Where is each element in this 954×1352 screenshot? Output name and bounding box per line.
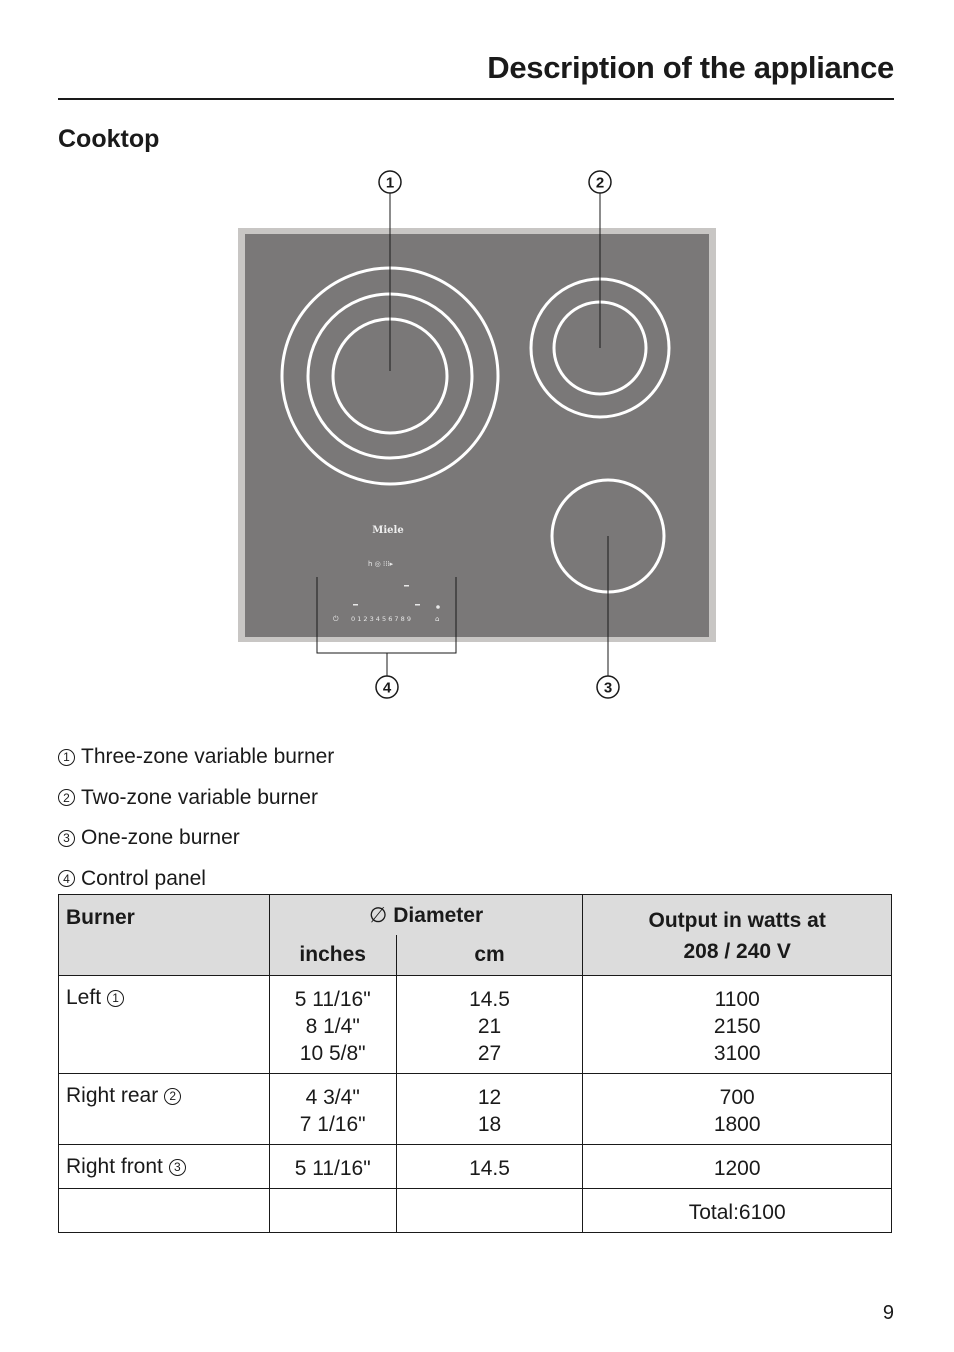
header-output: Output in watts at 208 / 240 V <box>583 895 892 976</box>
section-heading: Cooktop <box>58 125 160 153</box>
cell-burner: Right front 3 <box>59 1145 270 1189</box>
number-circle-icon: 3 <box>58 830 75 847</box>
cell-cm: 14.5 21 27 <box>396 976 583 1074</box>
indicator-dash <box>415 604 420 606</box>
lock-icon: ⌂ <box>435 615 440 623</box>
legend-text: Control panel <box>81 866 206 890</box>
page-number: 9 <box>882 1302 894 1324</box>
svg-text:4: 4 <box>382 679 392 697</box>
legend-item <box>58 859 334 900</box>
cooktop-glass <box>245 234 709 637</box>
callout-1 <box>379 171 401 193</box>
callout-4 <box>376 676 398 698</box>
number-circle-icon: 4 <box>58 870 75 887</box>
cell-watts: 1100 2150 3100 <box>583 976 892 1074</box>
callout-2 <box>589 171 611 193</box>
indicator-dash <box>404 585 409 587</box>
number-circle-icon: 3 <box>169 1159 186 1176</box>
number-circle-icon: 2 <box>58 789 75 806</box>
header-inches: inches <box>269 935 396 976</box>
legend-item <box>58 737 334 778</box>
diameter-icon: ∅ <box>368 903 388 927</box>
header-burner: Burner <box>59 895 270 976</box>
legend-text: Three-zone variable burner <box>81 745 335 769</box>
indicator-dot <box>436 605 440 609</box>
brand-logo: Miele <box>372 525 404 536</box>
table-row <box>59 1145 892 1189</box>
cell-burner: Left 1 <box>59 976 270 1074</box>
table-row <box>59 976 892 1074</box>
header-cm: cm <box>396 935 583 976</box>
cell-cm: 14.5 <box>396 1145 583 1189</box>
svg-text:3: 3 <box>603 679 613 697</box>
table-total-row <box>59 1189 892 1233</box>
number-circle-icon: 1 <box>58 749 75 766</box>
cell-inches: 4 3/4" 7 1/16" <box>269 1074 396 1145</box>
indicator-dash <box>353 604 358 606</box>
cell-burner: Right rear 2 <box>59 1074 270 1145</box>
cell-empty <box>269 1189 396 1233</box>
cell-inches: 5 11/16" <box>269 1145 396 1189</box>
svg-text:1: 1 <box>385 174 395 192</box>
power-icon: ⏻ <box>333 615 339 623</box>
burner-specs-table <box>58 894 892 1233</box>
title-divider <box>58 98 894 100</box>
legend-text: One-zone burner <box>81 826 240 850</box>
legend-item <box>58 778 334 819</box>
cell-empty <box>396 1189 583 1233</box>
header-diameter: ∅ Diameter <box>269 895 583 936</box>
callout-3 <box>597 676 619 698</box>
number-circle-icon: 2 <box>164 1088 181 1105</box>
control-panel-scale: 0 1 2 3 4 5 6 7 8 9 <box>351 615 411 623</box>
cell-watts: 700 1800 <box>583 1074 892 1145</box>
cell-watts: 1200 <box>583 1145 892 1189</box>
page-title: Description of the appliance <box>487 50 894 85</box>
legend <box>58 737 334 899</box>
number-circle-icon: 1 <box>107 990 124 1007</box>
cell-cm: 12 18 <box>396 1074 583 1145</box>
control-panel-symbols: h ◎ ⁞⁞⁞▸ <box>368 560 394 568</box>
table-header-row <box>59 895 892 936</box>
cooktop-diagram <box>0 160 954 720</box>
legend-item <box>58 818 334 859</box>
cell-inches: 5 11/16" 8 1/4" 10 5/8" <box>269 976 396 1074</box>
cell-total: Total:6100 <box>583 1189 892 1233</box>
cell-empty <box>59 1189 270 1233</box>
svg-text:2: 2 <box>595 174 605 192</box>
table-row <box>59 1074 892 1145</box>
legend-text: Two-zone variable burner <box>81 785 318 809</box>
